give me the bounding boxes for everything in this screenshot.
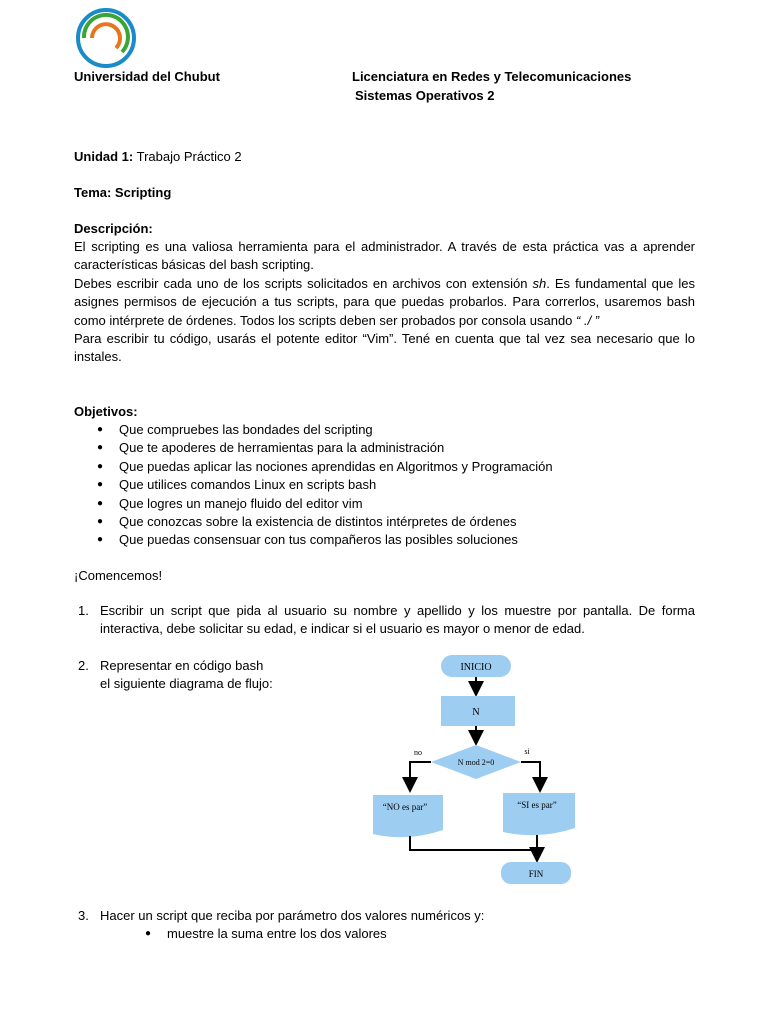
- objective-item: ● Que te apoderes de herramientas para la administración: [74, 439, 694, 457]
- flowchart-arrow: [521, 762, 540, 791]
- objective-item: ● Que compruebes las bondades del scripting: [74, 421, 694, 439]
- description-paragraph-3: Para escribir tu código, usarás el potente editor “Vim”. Tené en cuenta que tal vez sea necesario que lo instales.: [74, 331, 695, 365]
- objective-item: ● Que utilices comandos Linux en scripts bash: [74, 476, 694, 494]
- description-paragraph-1: El scripting es una valiosa herramienta para el administrador. A través de esta práctica vas a aprender características básicas del bash scripting.: [74, 239, 695, 273]
- objective-item: ● Que logres un manejo fluido del editor vim: [74, 495, 694, 513]
- exercise-2: [78, 657, 338, 694]
- unit-label: Unidad 1:: [74, 149, 134, 164]
- flowchart-no-label: no: [414, 748, 422, 757]
- exercise-number: 2.: [78, 658, 89, 673]
- topic-title: Tema: Scripting: [74, 185, 172, 200]
- description-heading: Descripción:: [74, 221, 153, 236]
- p2-text-b: . Es fundamental que les asignes permisos de ejecución a tus scripts, para que puedas probarlos. Para correrlos, usaremos bash como intérprete de órdenes. Todos los scripts deben ser probados por consola usando: [74, 275, 695, 328]
- objectives-list: [74, 421, 694, 550]
- flowchart-arrow: [410, 762, 431, 791]
- p2-extension: sh: [532, 275, 547, 291]
- flowchart-input-label: N: [472, 707, 480, 718]
- start-text: ¡Comencemos!: [74, 568, 163, 583]
- objective-item: ● Que puedas consensuar con tus compañeros las posibles soluciones: [74, 531, 694, 549]
- flowchart-yes-output-label: “SI es par”: [517, 800, 557, 810]
- exercise-text-line-1: Representar en código bash: [100, 658, 264, 673]
- p2-text-a: Debes escribir cada uno de los scripts solicitados en archivos con extensión: [74, 275, 533, 291]
- flowchart-yes-label: si: [524, 747, 530, 756]
- objective-item: ● Que conozcas sobre la existencia de distintos intérpretes de órdenes: [74, 513, 694, 531]
- objective-item: ● Que puedas aplicar las nociones aprendidas en Algoritmos y Programación: [74, 458, 694, 476]
- flowchart-no-output-label: “NO es par”: [382, 802, 428, 812]
- exercise-number: 3.: [78, 908, 89, 923]
- university-logo: [70, 4, 142, 70]
- unit-value: Trabajo Práctico 2: [133, 149, 242, 164]
- description-body: [74, 238, 695, 367]
- exercise-text: Hacer un script que reciba por parámetro dos valores numéricos y:: [100, 908, 485, 923]
- university-name: Universidad del Chubut: [74, 69, 220, 84]
- flowchart-diagram: [355, 648, 585, 893]
- objectives-heading: Objetivos:: [74, 404, 138, 419]
- unit-line: [74, 148, 242, 166]
- exercise-3: [78, 907, 695, 925]
- flowchart-arrow: [410, 836, 537, 850]
- exercise-3-sublist: [122, 925, 622, 943]
- exercise-number: 1.: [78, 603, 89, 618]
- flowchart-decision-label: N mod 2=0: [457, 758, 495, 767]
- p2-command: “ ./ ”: [576, 312, 600, 328]
- degree-name: Licenciatura en Redes y Telecomunicaciones: [352, 69, 632, 84]
- exercise-1: [78, 602, 695, 639]
- flowchart-end-label: FIN: [528, 869, 544, 879]
- description-paragraph-2: [74, 275, 695, 330]
- exercise-text-line-2: el siguiente diagrama de flujo:: [100, 676, 273, 692]
- subject-name: Sistemas Operativos 2: [355, 88, 495, 103]
- exercise-sub-item: ● muestre la suma entre los dos valores: [122, 925, 622, 943]
- exercise-text: Escribir un script que pida al usuario su nombre y apellido y los muestre por pantalla. De forma interactiva, debe solicitar su edad, e indicar si el usuario es mayor o menor de edad.: [100, 603, 695, 637]
- flowchart-start-label: INICIO: [460, 662, 492, 673]
